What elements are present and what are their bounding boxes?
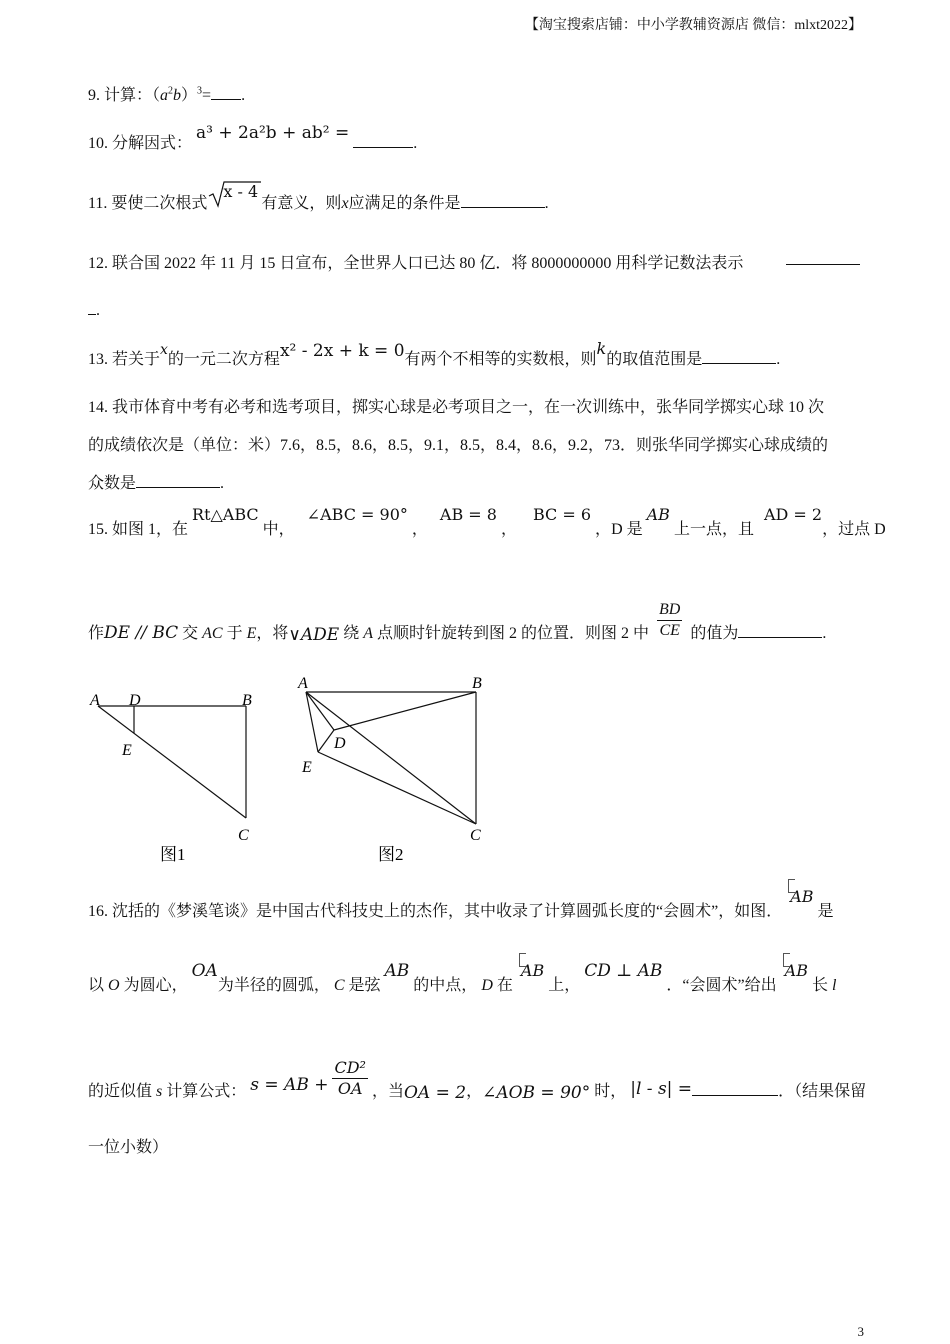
label-c: C (470, 827, 481, 844)
arc-ab: AB (790, 887, 814, 906)
question-14-line1: 14. 我市体育中考有必考和选考项目，掷实心球是必考项目之一，在一次训练中，张华同学掷实心球 10 次 (88, 399, 825, 416)
label-d: D (129, 692, 141, 709)
question-11: 11. 要使二次根式 x - 4 有意义，则x应满足的条件是 . (88, 182, 549, 212)
figure-1-caption: 图1 (160, 845, 186, 864)
question-12-continuation: . (88, 300, 100, 320)
question-16-line3: 的近似值 s 计算公式： s = AB + $\frac{\text{CD²}}{OA}$ ，当OA = 2，∠AOB = 90° 时， |l - s| = ．（结果保留 (88, 1058, 867, 1104)
question-15-line2: 作DE // BC 交 AC 于 E，将∨ADE 绕 A 点顺时针旋转到图 2 的位置．则图 2 中 $\frac{BD}{CE}$ 的值为 . (88, 601, 827, 646)
question-16-line1: 16. 沈括的《梦溪笔谈》是中国古代科技史上的杰作，其中收录了计算圆弧长度的“会圆术”，如图． AB 是 (88, 887, 834, 920)
question-14-line3: 众数是 . (88, 475, 225, 492)
question-9: 9. 计算：$(a^2b)^3=$ . (88, 85, 246, 104)
sqrt-expression: x - 4 (207, 180, 261, 208)
question-14-line2: 的成绩依次是（单位：米）7.6，8.5，8.6，8.5，9.1，8.5，8.4，8.6，9.2，73．则张华同学掷实心球成绩的 (88, 437, 829, 454)
fraction-cd-oa: $\frac{\text{CD²}}{OA}$ (334, 1058, 366, 1098)
figure-2-caption: 图2 (378, 845, 404, 864)
question-10: 10. 分解因式： a³ + 2a²b + ab² = . (88, 123, 418, 152)
equation: x² - 2x + k = 0 (279, 341, 405, 361)
answer-blank[interactable] (353, 133, 413, 148)
label-b: B (472, 675, 482, 692)
question-15-line1: 15. 如图 1，在 Rt△ABC 中， ∠ABC = 90° ， AB = 8 ， BC = 6 ，D 是 AB 上一点，且 AD = 2，过点 D (88, 505, 886, 538)
label-e: E (122, 742, 132, 759)
answer-blank[interactable] (211, 85, 241, 100)
question-13: 13. 若关于x的一元二次方程x² - 2x + k = 0有两个不相等的实数根，则k的取值范围是 . (88, 339, 781, 368)
question-16-line2: 以 O 为圆心， OA为半径的圆弧， C 是弦 AB 的中点， D 在 AB 上， CD ⊥ AB ．“会圆术”给出 AB 长 l (88, 961, 837, 994)
label-e: E (302, 759, 312, 776)
page-header: 【淘宝搜索店铺：中小学教辅资源店 微信：mlxt2022】 (524, 18, 862, 33)
answer-blank[interactable] (136, 473, 220, 488)
figure-2 (297, 675, 482, 864)
figure-1 (89, 692, 252, 864)
label-a: A (298, 675, 308, 692)
arc-ab: AB (784, 961, 808, 980)
arc-ab: AB (520, 961, 545, 980)
answer-blank[interactable] (786, 250, 860, 265)
formula: a³ + 2a²b + ab² = (196, 123, 350, 143)
question-12: 12. 联合国 2022 年 11 月 15 日宣布，全世界人口已达 80 亿．将 8000000000 用科学记数法表示 (88, 255, 744, 272)
answer-blank[interactable] (692, 1081, 778, 1096)
answer-blank[interactable] (461, 193, 545, 208)
label-d: D (334, 735, 346, 752)
answer-blank[interactable] (738, 623, 822, 638)
fraction-bd-ce: $\frac{BD}{CE}$ (659, 601, 681, 639)
question-16-line4: 一位小数） (88, 1139, 169, 1156)
label-a: A (90, 692, 100, 709)
answer-blank[interactable] (702, 349, 776, 364)
label-b: B (242, 692, 252, 709)
geometry-figures (80, 668, 520, 868)
label-c: C (238, 827, 249, 844)
page-number: 3 (857, 1324, 864, 1339)
